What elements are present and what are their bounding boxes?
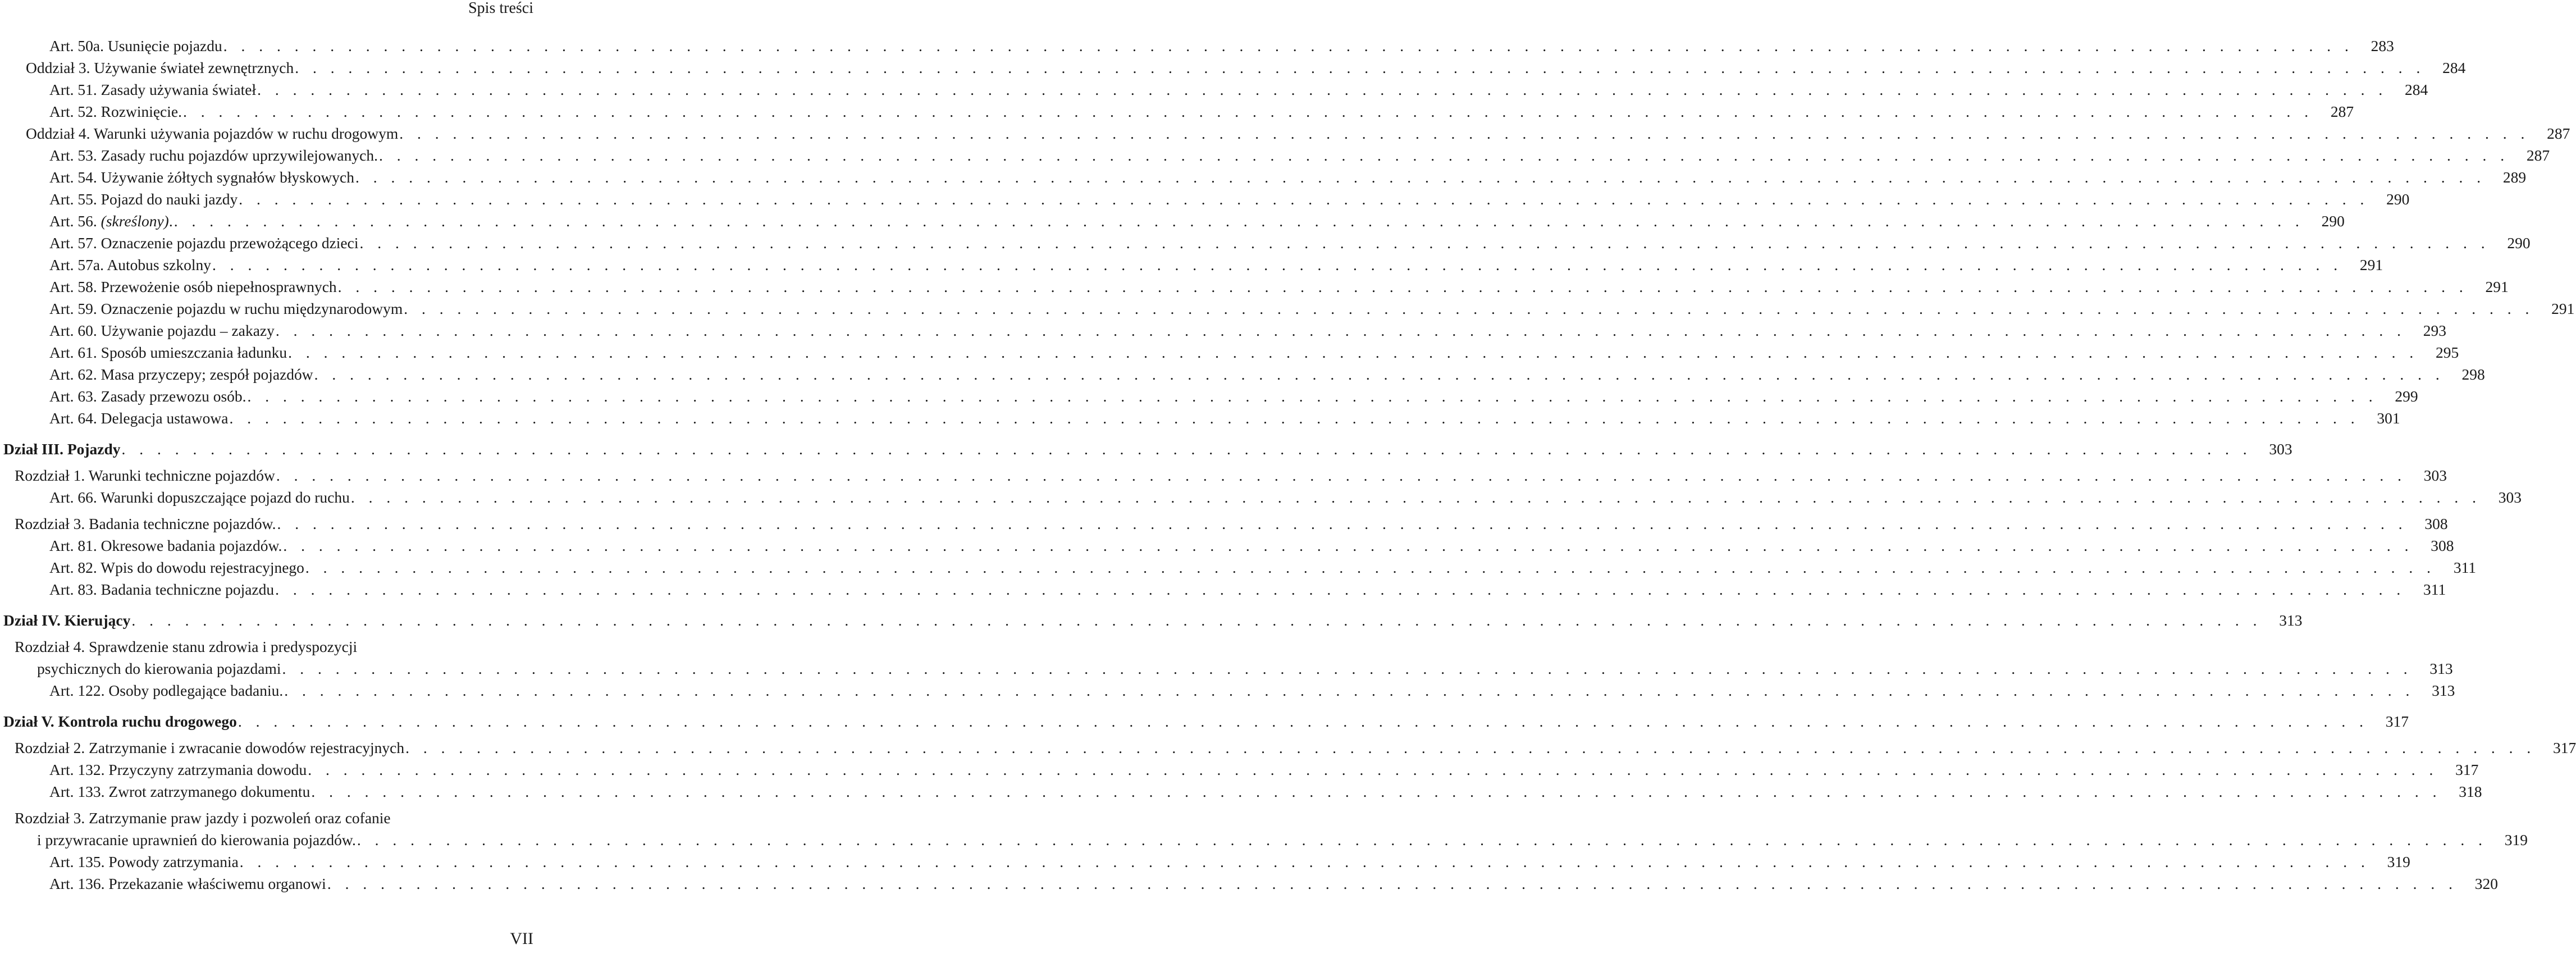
toc-entry-title: Art. 132. Przyczyny zatrzymania dowodu (49, 761, 307, 778)
toc-page-number: 284 (2404, 81, 2428, 98)
dot-leader: . . . . . . . . . . . . . . . . . . . . . . . . . . . . . . . . . . . . . . . . . . . . . . . . . . . . . . . . . . . . . . . . . . . . . . . . . . . . . . . . . . . . . . . . . . . . . . . . . . . . . . . . . . . . . . . . . . . . . . . . (247, 387, 2378, 405)
toc-page-number: 311 (2423, 581, 2446, 598)
toc-page-number: 317 (2552, 739, 2576, 756)
toc-page-number: 308 (2431, 537, 2454, 554)
toc-entry-art[interactable] (0, 756, 2479, 778)
toc-entry-title: Art. 50a. Usunięcie pojazdu (49, 37, 222, 54)
dot-leader: . . . . . . . . . . . . . . . . . . . . . . . . . . . . . . . . . . . . . . . . . . . . . . . . . . . . . . . . . . . . . . . . . . . . . . . . . . . . . . . . . . . . . . . . . . . . . . . . . . . . . . . . . . . . . . . . . . . . . . . . (223, 37, 2354, 54)
toc-page-number: 283 (2371, 37, 2394, 54)
dot-leader: . . . . . . . . . . . . . . . . . . . . . . . . . . . . . . . . . . . . . . . . . . . . . . . . . . . . . . . . . . . . . . . . . . . . . . . . . . . . . . . . . . . . . . . . . . . . . . . . . . . . . . . . . . . . . . . . . . . . . . . . (404, 300, 2534, 317)
toc-entry-title: Rozdział 2. Zatrzymanie i zwracanie dowodów rejestracyjnych (15, 739, 405, 756)
dot-leader: . . . . . . . . . . . . . . . . . . . . . . . . . . . . . . . . . . . . . . . . . . . . . . . . . . . . . . . . . . . . . . . . . . . . . . . . . . . . . . . . . . . . . . . . . . . . . . . . . . . . . . . . . . . . . . . . . . . . . . . . (276, 467, 2406, 484)
dot-leader: . . . . . . . . . . . . . . . . . . . . . . . . . . . . . . . . . . . . . . . . . . . . . . . . . . . . . . . . . . . . . . . . . . . . . . . . . . . . . . . . . . . . . . . . . . . . . . . . . . . . . . . . . . . . . . . . . . . . . . . . (357, 831, 2487, 848)
dot-leader: . . . . . . . . . . . . . . . . . . . . . . . . . . . . . . . . . . . . . . . . . . . . . . . . . . . . . . . . . . . . . . . . . . . . . . . . . . . . . . . . . . . . . . . . . . . . . . . . . . . . . . . . . . . . . . . . . . . . . . . . (337, 278, 2468, 295)
toc-page-number: 287 (2526, 147, 2550, 164)
toc-entry-title: i przywracanie uprawnień do kierowania pojazdów. (37, 831, 356, 848)
toc-entry-title: Art. 57. Oznaczenie pojazdu przewożącego dzieci (49, 234, 359, 252)
toc-entry-art[interactable] (0, 98, 2354, 120)
toc-page-number: 299 (2395, 387, 2418, 405)
toc-page-number: 289 (2502, 168, 2527, 186)
toc-entry-title: Art. 56. (skreślony). (49, 212, 173, 230)
dot-leader: . . . . . . . . . . . . . . . . . . . . . . . . . . . . . . . . . . . . . . . . . . . . . . . . . . . . . . . . . . . . . . . . . . . . . . . . . . . . . . . . . . . . . . . . . . . . . . . . . . . . . . . . . . . . . . . . . . . . . . . . (355, 168, 2486, 186)
toc-entry-title: Art. 55. Pojazd do nauki jazdy (49, 190, 238, 208)
toc-entry-title: Dział III. Pojazdy (3, 440, 121, 458)
toc-entry-oddz[interactable] (0, 54, 2466, 76)
toc-entry-title: Art. 57a. Autobus szkolny (49, 256, 211, 273)
toc-entry-title: Rozdział 3. Zatrzymanie praw jazdy i pozwoleń oraz cofanie (15, 809, 391, 827)
dot-leader: . . . . . . . . . . . . . . . . . . . . . . . . . . . . . . . . . . . . . . . . . . . . . . . . . . . . . . . . . . . . . . . . . . . . . . . . . . . . . . . . . . . . . . . . . . . . . . . . . . . . . . . . . . . . . . . . . . . . . . . . (308, 761, 2438, 778)
toc-entry-art[interactable] (0, 339, 2459, 361)
running-header: Spis treści (468, 0, 533, 17)
toc-entry-art[interactable] (0, 870, 2498, 892)
toc-page-number: 303 (2423, 467, 2447, 484)
toc-entry-art[interactable] (0, 33, 2394, 54)
toc-entry-dzial[interactable] (0, 436, 2292, 458)
dot-leader: . . . . . . . . . . . . . . . . . . . . . . . . . . . . . . . . . . . . . . . . . . . . . . . . . . . . . . . . . . . . . . . . . . . . . . . . . . . . . . . . . . . . . . . . . . . . . . . . . . . . . . . . . . . . . . . . . . . . . . . . (305, 559, 2436, 576)
dot-leader: . . . . . . . . . . . . . . . . . . . . . . . . . . . . . . . . . . . . . . . . . . . . . . . . . . . . . . . . . . . . . . . . . . . . . . . . . . . . . . . . . . . . . . . . . . . . . . . . . . . . . . . . . . . . . . . . . . . . . . . . (282, 660, 2413, 677)
toc-entry-art[interactable] (0, 361, 2485, 383)
dot-leader: . . . . . . . . . . . . . . . . . . . . . . . . . . . . . . . . . . . . . . . . . . . . . . . . . . . . . . . . . . . . . . . . . . . . . . . . . . . . . . . . . . . . . . . . . . . . . . . . . . . . . . . . . . . . . . . . . . . . . . . . (378, 147, 2510, 164)
toc-page-number: 291 (2359, 256, 2383, 273)
toc-entry-oddz[interactable] (0, 120, 2570, 142)
toc-entry-title: Rozdział 4. Sprawdzenie stanu zdrowia i predyspozycji (15, 638, 358, 655)
toc-page-number: 301 (2377, 409, 2400, 427)
toc-entry-art[interactable] (0, 677, 2455, 699)
toc-entry-title: Dział IV. Kierujący (3, 612, 131, 629)
toc-entry-title: Art. 66. Warunki dopuszczające pojazd do ruchu (49, 489, 350, 506)
toc-page-number: 313 (2432, 682, 2455, 699)
toc-entry-art[interactable] (0, 532, 2454, 554)
toc-entry-rozdz[interactable] (0, 735, 2576, 756)
toc-entry-dzial[interactable] (0, 607, 2303, 629)
toc-entry-art[interactable] (0, 230, 2531, 252)
toc-entry-rozdz[interactable] (0, 462, 2447, 484)
toc-page-number: 317 (2455, 761, 2479, 778)
toc-entry-art[interactable] (0, 576, 2446, 598)
toc-entry-title: Art. 53. Zasady ruchu pojazdów uprzywilejowanych. (49, 147, 378, 164)
toc-page-number: 284 (2442, 59, 2466, 76)
toc-entry-rozdz[interactable] (0, 805, 538, 827)
dot-leader: . . . . . . . . . . . . . . . . . . . . . . . . . . . . . . . . . . . . . . . . . . . . . . . . . . . . . . . . . . . . . . . . . . . . . . . . . . . . . . . . . . . . . . . . . . . . . . . . . . . . . . . . . . . . . . . . . . . . . . . . (239, 190, 2369, 208)
table-of-contents (0, 33, 2576, 892)
toc-entry-title: Art. 60. Używanie pojazdu – zakazy (49, 322, 275, 339)
toc-entry-title: Art. 54. Używanie żółtych sygnałów błyskowych (49, 168, 355, 186)
toc-entry-title: Art. 81. Okresowe badania pojazdów. (49, 537, 282, 554)
toc-entry-title: Dział V. Kontrola ruchu drogowego (3, 713, 237, 730)
toc-entry-art[interactable] (0, 142, 2550, 164)
toc-entry-art[interactable] (0, 405, 2400, 427)
dot-leader: . . . . . . . . . . . . . . . . . . . . . . . . . . . . . . . . . . . . . . . . . . . . . . . . . . . . . . . . . . . . . . . . . . . . . . . . . . . . . . . . . . . . . . . . . . . . . . . . . . . . . . . . . . . . . . . . . . . . . . . . (295, 59, 2426, 76)
toc-entry-title: Art. 63. Zasady przewozu osób. (49, 387, 246, 405)
toc-page-number: 295 (2435, 344, 2459, 361)
toc-entry-title: Art. 64. Delegacja ustawowa (49, 409, 229, 427)
toc-entry-title: Art. 61. Sposób umieszczania ładunku (49, 344, 287, 361)
toc-entry-title: psychicznych do kierowania pojazdami (37, 660, 281, 677)
toc-entry-art[interactable] (0, 778, 2482, 800)
toc-page-number: 317 (2385, 713, 2409, 730)
dot-leader: . . . . . . . . . . . . . . . . . . . . . . . . . . . . . . . . . . . . . . . . . . . . . . . . . . . . . . . . . . . . . . . . . . . . . . . . . . . . . . . . . . . . . . . . . . . . . . . . . . . . . . . . . . . . . . . . . . . . . . . . (257, 81, 2388, 98)
toc-page-number: 311 (2453, 559, 2477, 576)
toc-page-number: 319 (2504, 831, 2528, 848)
toc-page-number: 313 (2279, 612, 2303, 629)
toc-page-number: 320 (2474, 875, 2498, 892)
toc-entry-title: Rozdział 1. Warunki techniczne pojazdów (15, 467, 275, 484)
dot-leader: . . . . . . . . . . . . . . . . . . . . . . . . . . . . . . . . . . . . . . . . . . . . . . . . . . . . . . . . . . . . . . . . . . . . . . . . . . . . . . . . . . . . . . . . . . . . . . . . . . . . . . . . . . . . . . . . . . . . . . . . (288, 344, 2419, 361)
toc-entry-title: Art. 83. Badania techniczne pojazdu (49, 581, 275, 598)
toc-entry-art[interactable] (0, 317, 2447, 339)
dot-leader: . . . . . . . . . . . . . . . . . . . . . . . . . . . . . . . . . . . . . . . . . . . . . . . . . . . . . . . . . . . . . . . . . . . . . . . . . . . . . . . . . . . . . . . . . . . . . . . . . . . . . . . . . . . . . . . . . . . . . . . . (399, 125, 2530, 142)
toc-entry-title: Oddział 4. Warunki używania pojazdów w ruchu drogowym (26, 125, 399, 142)
toc-entry-art[interactable] (0, 208, 2345, 230)
toc-entry-title: Art. 136. Przekazanie właściwemu organowi (49, 875, 326, 892)
toc-page-number: 298 (2461, 366, 2485, 383)
toc-page-number: 287 (2547, 125, 2570, 142)
toc-entry-cont[interactable] (0, 827, 2528, 848)
toc-entry-dzial[interactable] (0, 708, 2409, 730)
dot-leader: . . . . . . . . . . . . . . . . . . . . . . . . . . . . . . . . . . . . . . . . . . . . . . . . . . . . . . . . . . . . . . . . . . . . . . . . . . . . . . . . . . . . . . . . . . . . . . . . . . . . . . . . . . . . . . . . . . . . . . . . (121, 440, 2252, 458)
toc-entry-title: Art. 58. Przewożenie osób niepełnosprawnych (49, 278, 337, 295)
toc-page-number: 313 (2429, 660, 2453, 677)
toc-entry-art[interactable] (0, 484, 2522, 506)
dot-leader: . . . . . . . . . . . . . . . . . . . . . . . . . . . . . . . . . . . . . . . . . . . . . . . . . . . . . . . . . . . . . . . . . . . . . . . . . . . . . . . . . . . . . . . . . . . . . . . . . . . . . . . . . . . . . . . . . . . . . . . . (277, 515, 2408, 532)
toc-page-number: 290 (2321, 212, 2345, 230)
toc-page-number: 293 (2423, 322, 2447, 339)
toc-page-number: 318 (2459, 783, 2482, 800)
toc-entry-title: Art. 122. Osoby podlegające badaniu. (49, 682, 284, 699)
toc-entry-title: Art. 51. Zasady używania świateł (49, 81, 257, 98)
dot-leader: . . . . . . . . . . . . . . . . . . . . . . . . . . . . . . . . . . . . . . . . . . . . . . . . . . . . . . . . . . . . . . . . . . . . . . . . . . . . . . . . . . . . . . . . . . . . . . . . . . . . . . . . . . . . . . . . . . . . . . . . (284, 682, 2415, 699)
dot-leader: . . . . . . . . . . . . . . . . . . . . . . . . . . . . . . . . . . . . . . . . . . . . . . . . . . . . . . . . . . . . . . . . . . . . . . . . . . . . . . . . . . . . . . . . . . . . . . . . . . . . . . . . . . . . . . . . . . . . . . . . (237, 713, 2368, 730)
toc-page-number: 291 (2485, 278, 2509, 295)
toc-entry-title: Art. 133. Zwrot zatrzymanego dokumentu (49, 783, 310, 800)
dot-leader: . . . . . . . . . . . . . . . . . . . . . . . . . . . . . . . . . . . . . . . . . . . . . . . . . . . . . . . . . . . . . . . . . . . . . . . . . . . . . . . . . . . . . . . . . . . . . . . . . . . . . . . . . . . . . . . . . . . . . . . . (275, 322, 2406, 339)
toc-page-number: 291 (2551, 300, 2575, 317)
dot-leader: . . . . . . . . . . . . . . . . . . . . . . . . . . . . . . . . . . . . . . . . . . . . . . . . . . . . . . . . . . . . . . . . . . . . . . . . . . . . . . . . . . . . . . . . . . . . . . . . . . . . . . . . . . . . . . . . . . . . . . . . (229, 409, 2360, 427)
toc-page-number: 290 (2386, 190, 2410, 208)
toc-entry-art[interactable] (0, 186, 2410, 208)
dot-leader: . . . . . . . . . . . . . . . . . . . . . . . . . . . . . . . . . . . . . . . . . . . . . . . . . . . . . . . . . . . . . . . . . . . . . . . . . . . . . . . . . . . . . . . . . . . . . . . . . . . . . . . . . . . . . . . . . . . . . . . . (283, 537, 2414, 554)
toc-page-number: 308 (2424, 515, 2448, 532)
dot-leader: . . . . . . . . . . . . . . . . . . . . . . . . . . . . . . . . . . . . . . . . . . . . . . . . . . . . . . . . . . . . . . . . . . . . . . . . . . . . . . . . . . . . . . . . . . . . . . . . . . . . . . . . . . . . . . . . . . . . . . . . (212, 256, 2343, 273)
dot-leader: . . . . . . . . . . . . . . . . . . . . . . . . . . . . . . . . . . . . . . . . . . . . . . . . . . . . . . . . . . . . . . . . . . . . . . . . . . . . . . . . . . . . . . . . . . . . . . . . . . . . . . . . . . . . . . . . . . . . . . . . (350, 489, 2481, 506)
toc-entry-art[interactable] (0, 273, 2509, 295)
toc-entry-art[interactable] (0, 848, 2410, 870)
toc-entry-title: Art. 62. Masa przyczepy; zespół pojazdów (49, 366, 313, 383)
toc-entry-art[interactable] (0, 252, 2383, 273)
dot-leader: . . . . . . . . . . . . . . . . . . . . . . . . . . . . . . . . . . . . . . . . . . . . . . . . . . . . . . . . . . . . . . . . . . . . . . . . . . . . . . . . . . . . . . . . . . . . . . . . . . . . . . . . . . . . . . . . . . . . . . . . (275, 581, 2406, 598)
dot-leader: . . . . . . . . . . . . . . . . . . . . . . . . . . . . . . . . . . . . . . . . . . . . . . . . . . . . . . . . . . . . . . . . . . . . . . . . . . . . . . . . . . . . . . . . . . . . . . . . . . . . . . . . . . . . . . . . . . . . . . . . (327, 875, 2458, 892)
toc-entry-rozdz[interactable] (0, 633, 538, 655)
dot-leader: . . . . . . . . . . . . . . . . . . . . . . . . . . . . . . . . . . . . . . . . . . . . . . . . . . . . . . . . . . . . . . . . . . . . . . . . . . . . . . . . . . . . . . . . . . . . . . . . . . . . . . . . . . . . . . . . . . . . . . . . (131, 612, 2262, 629)
toc-entry-title: Art. 135. Powody zatrzymania (49, 853, 239, 870)
toc-page-number: 287 (2330, 103, 2354, 120)
toc-entry-title: Art. 59. Oznaczenie pojazdu w ruchu międzynarodowym (49, 300, 403, 317)
dot-leader: . . . . . . . . . . . . . . . . . . . . . . . . . . . . . . . . . . . . . . . . . . . . . . . . . . . . . . . . . . . . . . . . . . . . . . . . . . . . . . . . . . . . . . . . . . . . . . . . . . . . . . . . . . . . . . . . . . . . . . . . (314, 366, 2445, 383)
toc-page-number: 303 (2269, 440, 2292, 458)
dot-leader: . . . . . . . . . . . . . . . . . . . . . . . . . . . . . . . . . . . . . . . . . . . . . . . . . . . . . . . . . . . . . . . . . . . . . . . . . . . . . . . . . . . . . . . . . . . . . . . . . . . . . . . . . . . . . . . . . . . . . . . . (359, 234, 2490, 252)
toc-page-number: 290 (2507, 234, 2531, 252)
dot-leader: . . . . . . . . . . . . . . . . . . . . . . . . . . . . . . . . . . . . . . . . . . . . . . . . . . . . . . . . . . . . . . . . . . . . . . . . . . . . . . . . . . . . . . . . . . . . . . . . . . . . . . . . . . . . . . . . . . . . . . . . (311, 783, 2442, 800)
toc-entry-rozdz[interactable] (0, 510, 2448, 532)
toc-entry-title: Rozdział 3. Badania techniczne pojazdów. (15, 515, 276, 532)
toc-entry-art[interactable] (0, 383, 2418, 405)
toc-entry-art[interactable] (0, 164, 2527, 186)
toc-entry-art[interactable] (0, 295, 2575, 317)
toc-entry-cont[interactable] (0, 655, 2453, 677)
toc-entry-title: Art. 52. Rozwinięcie. (49, 103, 182, 120)
dot-leader: . . . . . . . . . . . . . . . . . . . . . . . . . . . . . . . . . . . . . . . . . . . . . . . . . . . . . . . . . . . . . . . . . . . . . . . . . . . . . . . . . . . . . . . . . . . . . . . . . . . . . . . . . . . . . . . . . . . . . . . . (405, 739, 2536, 756)
toc-page-number: 303 (2498, 489, 2522, 506)
toc-entry-title: Oddział 3. Używanie świateł zewnętrznych (26, 59, 294, 76)
toc-entry-title: Art. 82. Wpis do dowodu rejestracyjnego (49, 559, 304, 576)
toc-page-number: 319 (2387, 853, 2410, 870)
page-number-roman: VII (510, 929, 533, 948)
toc-entry-art[interactable] (0, 554, 2477, 576)
dot-leader: . . . . . . . . . . . . . . . . . . . . . . . . . . . . . . . . . . . . . . . . . . . . . . . . . . . . . . . . . . . . . . . . . . . . . . . . . . . . . . . . . . . . . . . . . . . . . . . . . . . . . . . . . . . . . . . . . . . . . . . . (239, 853, 2370, 870)
toc-entry-art[interactable] (0, 76, 2428, 98)
dot-leader: . . . . . . . . . . . . . . . . . . . . . . . . . . . . . . . . . . . . . . . . . . . . . . . . . . . . . . . . . . . . . . . . . . . . . . . . . . . . . . . . . . . . . . . . . . . . . . . . . . . . . . . . . . . . . . . . . . . . . . . . (173, 212, 2304, 230)
dot-leader: . . . . . . . . . . . . . . . . . . . . . . . . . . . . . . . . . . . . . . . . . . . . . . . . . . . . . . . . . . . . . . . . . . . . . . . . . . . . . . . . . . . . . . . . . . . . . . . . . . . . . . . . . . . . . . . . . . . . . . . . (182, 103, 2314, 120)
